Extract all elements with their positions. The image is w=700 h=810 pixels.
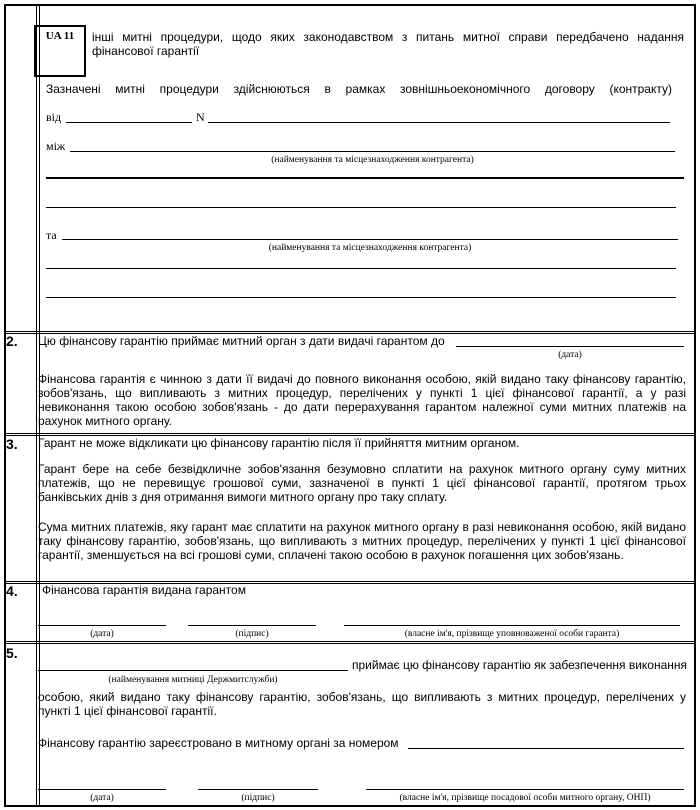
section5-customs-field[interactable]: [38, 670, 348, 671]
counterparty2-caption: (найменування та місцезнаходження контрагента): [268, 243, 472, 253]
counterparty1-line-3[interactable]: [46, 207, 676, 208]
section5-name-caption: (власне ім'я, прізвище посадової особи митного органу, ОНП): [399, 793, 651, 803]
section2-date-field[interactable]: [456, 346, 684, 347]
section3-paragraph-1: Гарант не може відкликати цю фінансову гарантію після її прийняття митним органом.: [38, 436, 520, 450]
label-between: між: [46, 139, 66, 153]
section2-date-caption: (дата): [558, 350, 582, 360]
section2-accept-text: Цю фінансову гарантію приймає митний орган з дати видачі гарантом до: [38, 334, 445, 348]
section5-number: 5.: [6, 645, 18, 661]
contract-date-field[interactable]: [66, 122, 192, 123]
counterparty2-line-2[interactable]: [46, 268, 676, 269]
label-from: від: [46, 110, 62, 124]
section4-signature-caption: (підпис): [235, 629, 269, 639]
counterparty2-field[interactable]: [62, 239, 678, 240]
contract-statement: Зазначені митні процедури здійснюються в рамках зовнішньоекономічного договору (контракту): [46, 82, 672, 96]
counterparty1-caption: (найменування та місцезнаходження контрагента): [271, 155, 474, 165]
section5-date-caption: (дата): [90, 793, 114, 803]
section5-date-field[interactable]: [38, 789, 166, 790]
section5-obligation: особою, який видано таку фінансову гарантію, зобов'язань, що випливають з митних процедур, перелічених у пункті 1 цієї фінансової гарантії.: [38, 690, 686, 718]
section5-customs-caption: (найменування митниці Держмитслужби): [108, 675, 278, 685]
section1-intro: інші митні процедури, щодо яких законодавством з питань митної справи передбачено надання фінансової гарантії: [92, 30, 684, 58]
section4-name-field[interactable]: [344, 625, 680, 626]
label-and: та: [46, 228, 57, 242]
section5-registered: Фінансову гарантію зареєстровано в митному органі за номером: [38, 736, 399, 750]
customs-code-box: [34, 25, 86, 77]
section2-validity: Фінансова гарантія є чинною з дати її видачі до повного виконання особою, якій видано таку фінансову гарантію, зобов'язань, що випливають з митних процедур, перелічених у пункті 1 цієї фінансової гарантії, а у разі невиконання такою особою зобов'язань - до дати перерахування гарантом належної суми митних платежів на рахунок митного органу.: [38, 372, 686, 428]
section4-signature-field[interactable]: [188, 625, 316, 626]
counterparty2-line-3[interactable]: [46, 297, 676, 298]
customs-code: UA 11: [45, 30, 75, 42]
section5-name-field[interactable]: [366, 789, 684, 790]
section5-signature-field[interactable]: [198, 789, 318, 790]
section-divider-4-5: [6, 641, 694, 644]
contract-number-field[interactable]: [208, 122, 670, 123]
counterparty1-line-2[interactable]: [46, 177, 684, 179]
section4-number: 4.: [6, 583, 18, 599]
section4-date-field[interactable]: [38, 625, 166, 626]
section5-signature-caption: (підпис): [241, 793, 275, 803]
section4-name-caption: (власне ім'я, прізвище уповноваженої особи гаранта): [404, 629, 620, 639]
label-number: N: [196, 110, 205, 124]
section2-number: 2.: [6, 333, 18, 349]
section4-date-caption: (дата): [90, 629, 114, 639]
section5-accepts-text: приймає цю фінансову гарантію як забезпечення виконання: [352, 658, 688, 672]
section4-issued: Фінансова гарантія видана гарантом: [42, 583, 246, 597]
section3-paragraph-3: Сума митних платежів, яку гарант має сплатити на рахунок митного органу в разі невиконання особою, якій видано таку фінансову гарантію, зобов'язань, що випливають з митних процедур, перелічених у пункті 1 цієї фінансової гарантії, зменшується на всі грошові суми, сплачені такою особою в рахунок погашення цих зобов'язань.: [38, 520, 686, 562]
section3-number: 3.: [6, 436, 18, 452]
counterparty1-field[interactable]: [70, 151, 675, 152]
section3-paragraph-2: Гарант бере на себе безвідкличне зобов'язання безумовно сплатити на рахунок митного органу суму митних платежів, що не перевищує грошової суми, зазначеної в пункті 1 цієї фінансової гарантії, протягом трьох банківських днів з дня отримання вимоги митного органу про таку сплату.: [38, 462, 686, 504]
section5-registration-number-field[interactable]: [408, 748, 684, 749]
